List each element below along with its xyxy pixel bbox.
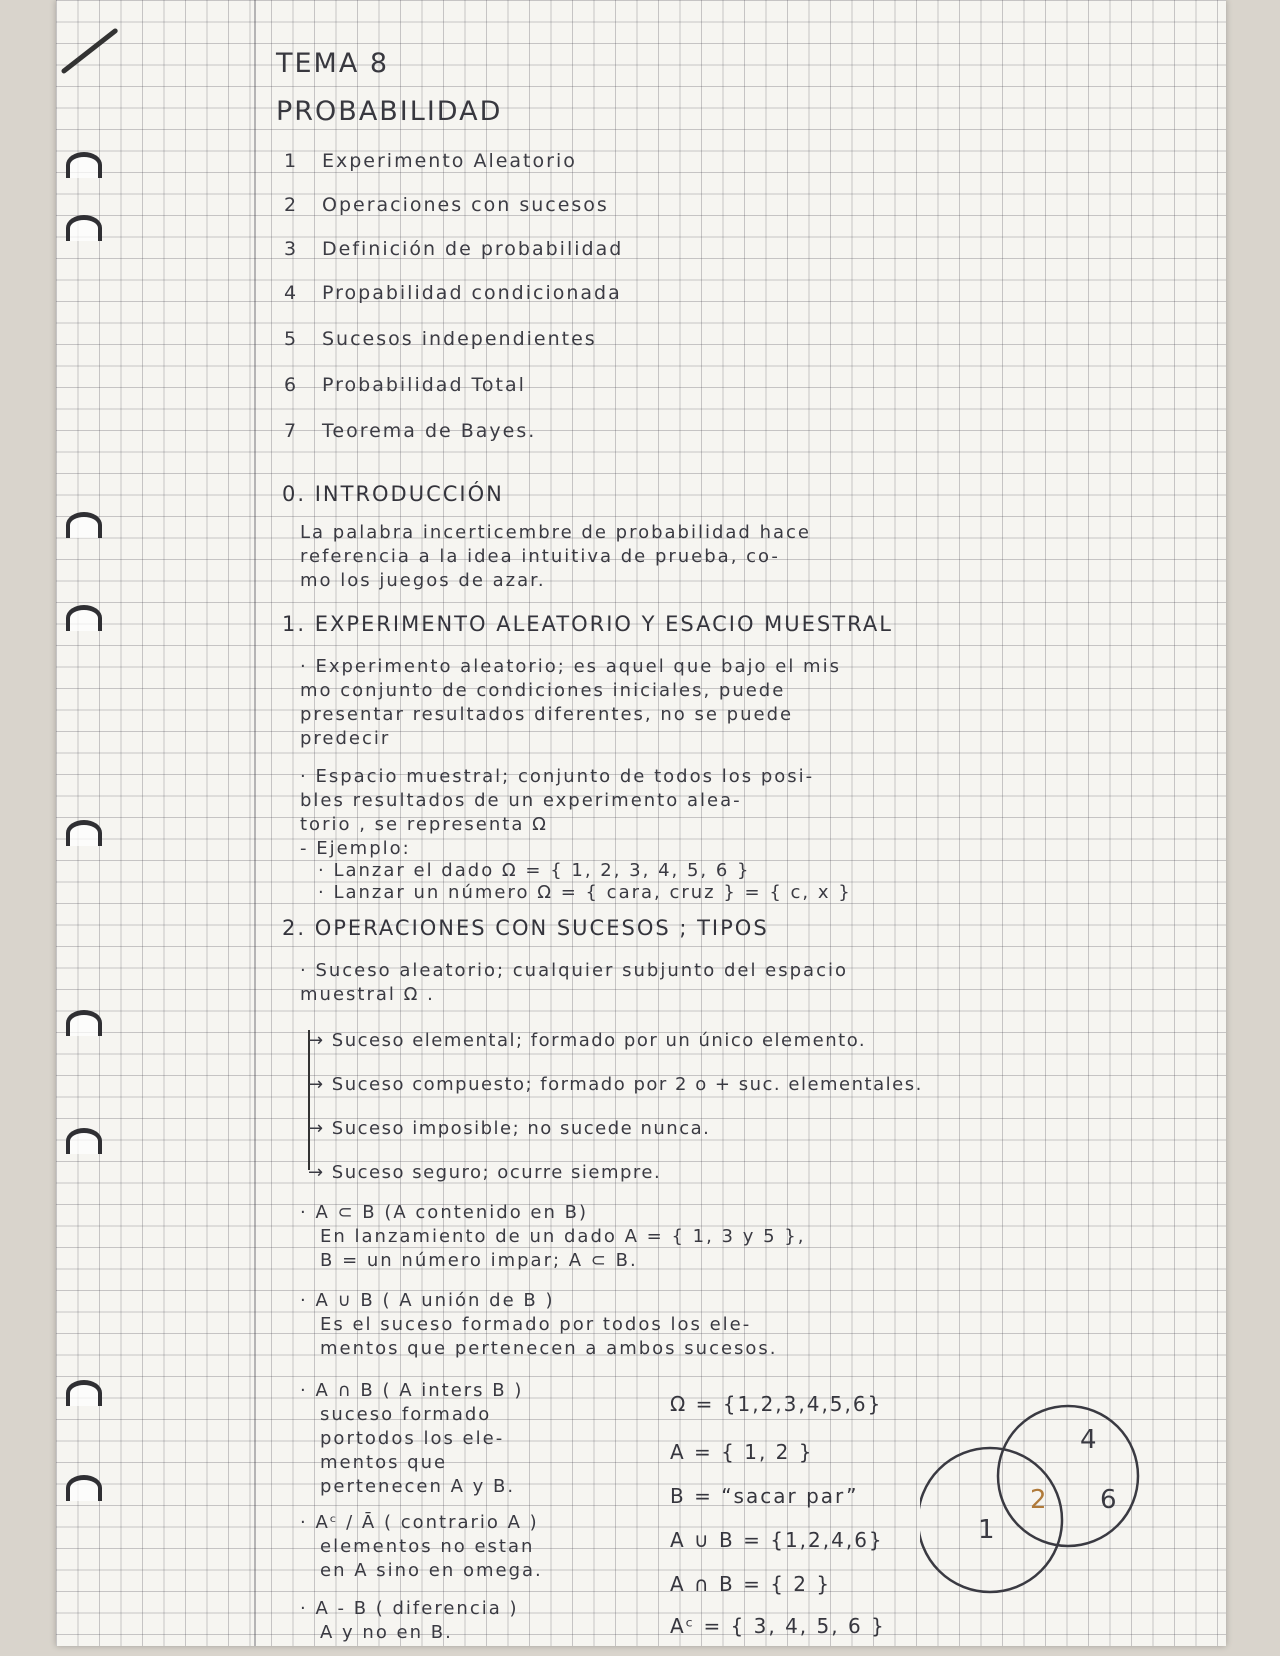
binder-hole	[66, 1010, 102, 1036]
toc-number: 1	[284, 150, 299, 172]
intro-line: La palabra incerticembre de probabilidad hace	[300, 522, 811, 543]
toc-number: 4	[284, 282, 299, 304]
binder-hole	[66, 1380, 102, 1406]
inters-line: pertenecen A y B.	[320, 1476, 516, 1497]
experimento-line: presentar resultados diferentes, no se puede	[300, 704, 794, 725]
contenido-line: En lanzamiento de un dado A = { 1, 3 y 5 },	[320, 1226, 806, 1247]
example-line: · Lanzar un número Ω = { cara, cruz } = { c, x }	[318, 882, 852, 903]
set-b: B = “sacar par”	[670, 1484, 859, 1508]
binder-hole	[66, 1475, 102, 1501]
binder-hole	[66, 1128, 102, 1154]
inters-line: suceso formado	[320, 1404, 492, 1425]
tree-line	[308, 1030, 310, 1170]
suceso-type: → Suceso imposible; no sucede nunca.	[308, 1118, 711, 1139]
experimento-line: predecir	[300, 728, 391, 749]
section1-heading: 1. EXPERIMENTO ALEATORIO Y ESACIO MUESTRAL	[282, 612, 893, 636]
set-intersection: A ∩ B = { 2 }	[670, 1572, 832, 1596]
contrario-line: · Aᶜ / Ā ( contrario A )	[300, 1512, 539, 1533]
experimento-line: mo conjunto de condiciones iniciales, puede	[300, 680, 786, 701]
contrario-line: en A sino en omega.	[320, 1560, 543, 1581]
toc-item: Definición de probabilidad	[322, 238, 624, 260]
toc-number: 2	[284, 194, 299, 216]
toc-number: 5	[284, 328, 299, 350]
espacio-line: bles resultados de un experimento alea-	[300, 790, 742, 811]
toc-item: Operaciones con sucesos	[322, 194, 609, 216]
intro-line: mo los juegos de azar.	[300, 570, 546, 591]
set-union: A ∪ B = {1,2,4,6}	[670, 1528, 884, 1552]
intro-heading: 0. INTRODUCCIÓN	[282, 482, 504, 506]
set-a: A = { 1, 2 }	[670, 1440, 814, 1464]
suceso-line: muestral Ω .	[300, 984, 435, 1005]
toc-item: Experimento Aleatorio	[322, 150, 577, 172]
diferencia-line: · A - B ( diferencia )	[300, 1598, 519, 1619]
binder-hole	[66, 512, 102, 538]
venn-circle-b	[998, 1406, 1138, 1546]
venn-diagram	[920, 1400, 1160, 1600]
experimento-line: · Experimento aleatorio; es aquel que bajo el mis	[300, 656, 841, 677]
binder-hole	[66, 152, 102, 178]
page-title-line2: PROBABILIDAD	[276, 96, 503, 127]
margin-line	[254, 0, 256, 1646]
binder-hole	[66, 605, 102, 631]
union-line: · A ∪ B ( A unión de B )	[300, 1290, 555, 1311]
toc-number: 3	[284, 238, 299, 260]
binder-hole	[66, 820, 102, 846]
suceso-type: → Suceso compuesto; formado por 2 o + suc. elementales.	[308, 1074, 923, 1095]
toc-item: Sucesos independientes	[322, 328, 597, 350]
example-line: · Lanzar el dado Ω = { 1, 2, 3, 4, 5, 6 }	[318, 860, 751, 881]
contenido-line: · A ⊂ B (A contenido en B)	[300, 1202, 589, 1223]
espacio-line: torio , se representa Ω	[300, 814, 548, 835]
suceso-type: → Suceso elemental; formado por un único elemento.	[308, 1030, 867, 1051]
example-label: - Ejemplo:	[300, 838, 411, 859]
page-title-line1: TEMA 8	[276, 48, 390, 79]
venn-label-intersection: 2	[1030, 1485, 1047, 1515]
venn-label-right-top: 4	[1080, 1425, 1097, 1455]
venn-label-right-bottom: 6	[1100, 1485, 1117, 1515]
section2-heading: 2. OPERACIONES CON SUCESOS ; TIPOS	[282, 916, 769, 940]
union-line: mentos que pertenecen a ambos sucesos.	[320, 1338, 778, 1359]
toc-item: Teorema de Bayes.	[322, 420, 537, 442]
binder-hole	[66, 215, 102, 241]
toc-number: 7	[284, 420, 299, 442]
inters-line: · A ∩ B ( A inters B )	[300, 1380, 524, 1401]
set-omega: Ω = {1,2,3,4,5,6}	[670, 1392, 883, 1416]
contrario-line: elementos no estan	[320, 1536, 535, 1557]
toc-item: Probabilidad Total	[322, 374, 526, 396]
espacio-line: · Espacio muestral; conjunto de todos los posi-	[300, 766, 815, 787]
contenido-line: B = un número impar; A ⊂ B.	[320, 1250, 638, 1271]
suceso-line: · Suceso aleatorio; cualquier subjunto del espacio	[300, 960, 848, 981]
inters-line: portodos los ele-	[320, 1428, 505, 1449]
inters-line: mentos que	[320, 1452, 448, 1473]
venn-label-left: 1	[978, 1515, 995, 1545]
toc-number: 6	[284, 374, 299, 396]
suceso-type: → Suceso seguro; ocurre siempre.	[308, 1162, 662, 1183]
set-complement: Aᶜ = { 3, 4, 5, 6 }	[670, 1614, 886, 1638]
intro-line: referencia a la idea intuitiva de prueba, co-	[300, 546, 780, 567]
toc-item: Propabilidad condicionada	[322, 282, 622, 304]
diferencia-line: A y no en B.	[320, 1622, 453, 1643]
union-line: Es el suceso formado por todos los ele-	[320, 1314, 752, 1335]
